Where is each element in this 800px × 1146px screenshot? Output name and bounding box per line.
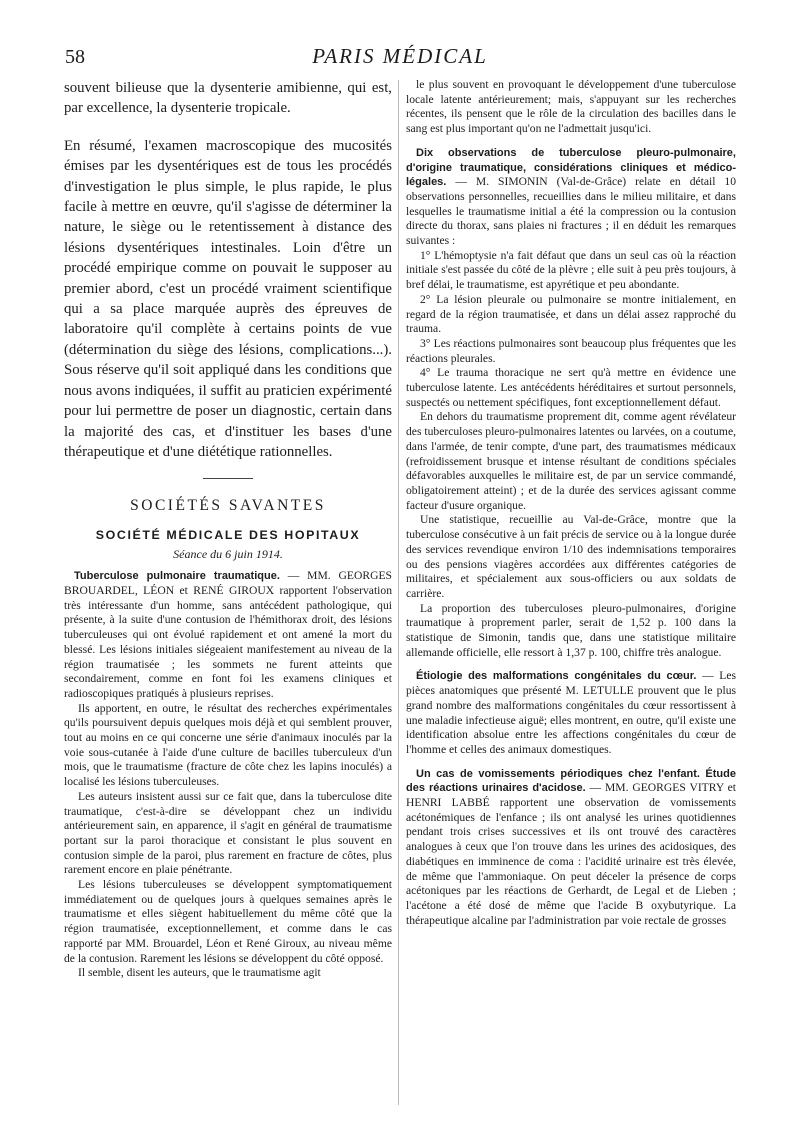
article-paragraph: En dehors du traumatisme proprement dit, comme agent révélateur des tuberculoses pleuro-pulmonaires latentes ou larvées, on a coutume, dans l'armée, de tenir compte, d'une part, des traumatismes médicaux (refroidissement brusque et intense résultant de conditions spéciales défavorables auxquelles le militaire est, de par un service commandé, obligatoirement atteint) ; et de la durée des services agissant comme facteur d'usure organique.	[406, 410, 736, 512]
article-paragraph: La proportion des tuberculoses pleuro-pulmonaires, d'origine traumatique à proprement parler, serait de 1,52 p. 100 dans la statistique de Simonin, tandis que, dans une statistique militaire allemande officielle, elle ressort à 1,37 p. 100, chiffre très analogue.	[406, 601, 736, 659]
article-heading: Dix observations de tuberculose pleuro-pulmonaire, d'origine traumatique, considérations cliniques et médico-légales.	[406, 146, 736, 189]
intro-text	[64, 78, 392, 462]
column-divider	[398, 80, 399, 1105]
article-paragraph: Les auteurs insistent aussi sur ce fait que, dans la tuberculose dite traumatique, c'est-à-dire se développant chez un individu antérieurement sain, en apparence, il s'agit en général de traumatisme portant sur la paroi thoracique et consistant le plus souvent en contusion simple de la paroi, plus rarement en fracture de côtes, plus rarement encore en plaie pénétrante.	[64, 789, 392, 877]
article-paragraph: 4° Le trauma thoracique ne sert qu'à mettre en évidence une tuberculose latente. Les antécédents héréditaires et surtout personnels, suspectés ou nettement spécifiques, font exceptionnellement défaut.	[406, 366, 736, 409]
right-column	[406, 78, 736, 928]
page-number: 58	[65, 46, 85, 68]
article-lead-text: — MM. GEORGES BROUARDEL, LÉON et RENÉ GIROUX rapportent l'observation très intéressante d'un homme, sans antécédent pathologique, qui présente, à la suite d'une contusion de l'hémithorax droit, des lésions tuberculeuses qui ont évolué rapidement et ont amené la mort du blessé. Les lésions initiales siégeaient manifestement au niveau de la région traumatisée ; les sommets ne furent atteints que secondairement, comme en font foi les examens cliniques et radioscopiques pratiqués à plusieurs reprises.	[64, 569, 392, 700]
article-heading: Étiologie des malformations congénitales du cœur.	[416, 670, 697, 683]
session-date: Séance du 6 juin 1914.	[173, 547, 283, 562]
running-title: PARIS MÉDICAL	[312, 44, 488, 68]
article-lead	[406, 669, 736, 757]
article-lead	[64, 569, 392, 701]
article-lead-text: — Les pièces anatomiques que présenté M. LETULLE prouvent que le plus grand nombre des malformations congénitales du cœur ressortissent à une maladie infectieuse aiguë; elles montrent, en outre, qu'il existe une identification absolue entre les affections congénitales du cœur de l'homme et celles des animaux domestiques.	[406, 669, 736, 756]
article-heading: Un cas de vomissements périodiques chez l'enfant. Étude des réactions urinaires d'acidose.	[406, 767, 736, 795]
article-lead	[406, 146, 736, 249]
article-paragraph: Il semble, disent les auteurs, que le traumatisme agit	[78, 966, 321, 980]
article-paragraph: 2° La lésion pleurale ou pulmonaire se montre initialement, en regard de la région traumatisée, et dans un délai assez rapproché du trauma.	[406, 292, 736, 336]
article-paragraph: Les lésions tuberculeuses se développent symptomatiquement immédiatement ou de quelques jours à quelques semaines après le traumatisme et elles siègent habituellement du même côté que la région traumatisée, exceptionnellement, et comme dans le cas rapporté par MM. Brouardel, Léon et René Giroux, au niveau même de la contusion. Rarement les lésions se développent du côté opposé.	[64, 878, 392, 965]
continuation-paragraph: le plus souvent en provoquant le développement d'une tuberculose locale latente antérieurement; mais, s'appuyant sur les recherches récentes, ils pensent que le rôle de la circulation des bacilles dans le sang est plus important qu'on ne l'admettait jusqu'ici.	[406, 78, 736, 136]
left-column	[64, 78, 392, 981]
article-tuberculose	[64, 569, 392, 981]
section-title: SOCIÉTÉS SAVANTES	[130, 497, 326, 515]
article-lead-text: — MM. GEORGES VITRY et HENRI LABBÉ rapportent une observation de vomissements acétonémiques de l'enfance ; ils ont analysé les urines quotidiennes pendant trois crises successives et ils ont trouvé des caractères analogues à ceux que l'on trouve dans les urines des acidosiques, des diabétiques en imminence de coma : l'acidité urinaire est très élevée, de même que l'ammoniaque. On peut déceler la présence de corps acétoniques par les réactions de Gerhardt, de Legal et de Lieben ; l'acétone a été dosé de même que l'acide B oxybutyrique. La thérapeutique alcaline par l'administration par voie rectale de grosses	[406, 781, 737, 927]
article-paragraph: Ils apportent, en outre, le résultat des recherches expérimentales qu'ils poursuivent depuis quelques mois déjà et qui semblent prouver, tout au moins en ce qui concerne une série d'animaux inoculés par la voie sous-cutanée à l'aide d'une culture de bacilles tuberculeux d'un mois, que le traumatisme (fracture de côte chez les lapins inoculés) a localisé les lésions tuberculeuses.	[64, 701, 392, 789]
society-title: SOCIÉTÉ MÉDICALE DES HOPITAUX	[95, 528, 361, 543]
article-paragraph: 3° Les réactions pulmonaires sont beaucoup plus fréquentes que les réactions pleurales.	[406, 336, 736, 365]
conclusion-paragraph: En résumé, l'examen macroscopique des mucosités émises par les dysentériques est de tous les procédés d'investigation le plus simple, le plus rapide, le plus facile à mettre en œuvre, qu'il s'agisse de déterminer la nature, le siège ou le retentissement à distance des lésions dysentériques intestinales. Loin d'être un procédé empirique comme on pouvait le supposer au premier abord, c'est un procédé vraiment scientifique qui a sa place marquée auprès des épreuves de laboratoire qu'il complète à certains points de vue (détermination du siège des lésions, complications...). Sous réserve qu'il soit appliqué dans les conditions que nous avons indiquées, il suffit au praticien expérimenté pour lui permettre de poser un diagnostic, certain dans la majorité des cas, et d'instituer les bases d'une thérapeutique et d'une diététique rationnelles.	[64, 137, 392, 460]
article-lead	[406, 767, 736, 929]
article-lead-text: — M. SIMONIN (Val-de-Grâce) relate en détail 10 observations personnelles, recueillies dans le milieu militaire, et dans lesquelles le traumatisme initial a été la compression ou la contusion directe du thorax, sans plaies ni fractures ; il en déduit les remarques suivantes :	[406, 175, 736, 248]
article-paragraph: Une statistique, recueillie au Val-de-Grâce, montre que la tuberculose consécutive à un fait précis de service ou à la longue durée des services revendique environ 1/10 des indemnisations temporaires ou des pensions viagères accordées aux différentes catégories de militaires, et spécialement aux sous-officiers ou aux soldats de carrière.	[406, 513, 736, 600]
intro-paragraph: souvent bilieuse que la dysenterie amibienne, qui est, par excellence, la dysenterie tropicale.	[64, 80, 392, 117]
divider	[203, 478, 253, 479]
article-paragraph: 1° L'hémoptysie n'a fait défaut que dans un seul cas où la réaction initiale s'est passée du côté de la plèvre ; elle suit à peu près toujours, à bref délai, le traumatisme, est apyrétique et peu abondante.	[406, 248, 736, 292]
article-heading: Tuberculose pulmonaire traumatique.	[74, 570, 280, 583]
